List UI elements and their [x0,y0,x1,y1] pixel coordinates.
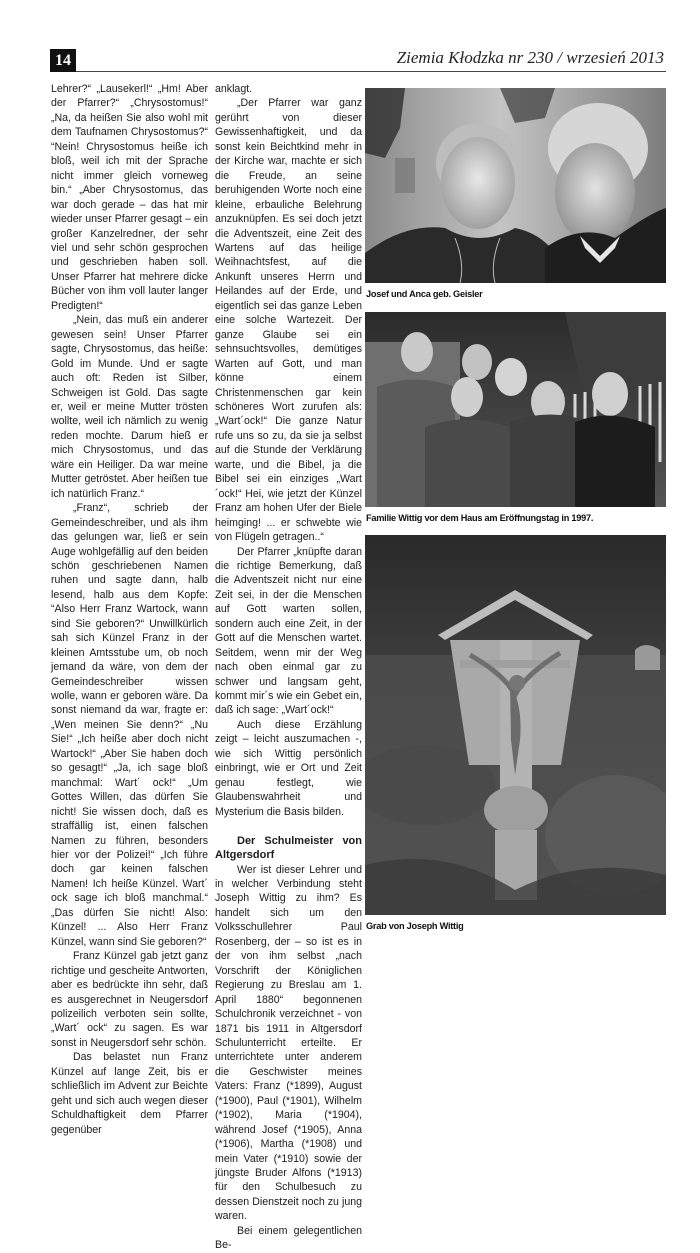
photo-caption: Grab von Joseph Wittig [366,921,464,931]
paragraph: Auch diese Erzählung zeigt – leicht auszumachen -, wie sich Wittig persönlich einbringt, wie er Ort und Zeit genau festlegt, wie Glaubenswahrheit und Mysterium die Basis bilden. [215,718,362,818]
paragraph: Der Pfarrer „knüpfte daran die richtige Bemerkung, daß die Adventszeit nicht nur eine Zeit sei, in der die Menschen auf Gott warten sollen, sondern auch eine Zeit, in der Gott auf die Menschen wartet. Seitdem, wenn mir der Weg nach oben einmal gar zu schwer und langsam geht, kommt mir´s wie ein Gebet ein, daß ich sage: „Wart´ock!“ [215,545,362,717]
grave-photo-image [365,535,666,915]
paragraph: Franz Künzel gab jetzt ganz richtige und gescheite Antworten, aber es bedrückte ihn sehr, daß es ausgerechnet in Neugersdorf polizeilich verboten sein sollte, „Wart´ ock“ zu sagen. Es war sonst in Neugersdorf sehr schön. [51,950,208,1049]
paragraph: „Franz“, schrieb der Gemeindeschreiber, und als ihm das gelungen war, ließ er sein Auge wohlgefällig auf den beiden schön geschriebenen Namen ruhen und sagte dann, halb lesend, halb aus dem Kopfe: “Also Herr Franz Wartock, wann sind Sie geboren?“ Unwillkürlich sah sich Künzel Franz in der kleinen Amtsstube um, ob noch jemand da wäre, von dem der Gemeindeschreiber wissen wolle, wann er geboren wäre. Da sonst niemand da war, fragte er: „Wen meinen Sie denn?“ „Nu Sie!“ „Ich heiße aber doch nicht Wartock!“ „Aber Sie haben doch so gesagt!“ „Ja, ich sage bloß manchmal: Wart´ ock!“ „Um Gottes Willen, das dürfen Sie nicht! Sie wissen doch, daß es straffällig ist, einen falschen Namen zu führen, besonders hier vor der Polizei!“ „Ich führe doch gar keinen falschen Namen! Ich heiße Künzel. Wart´ ock sage ich bloß manchmal.“ „Das dürfen Sie nicht! Also: Künzel! ... Also Herr Franz Künzel, wann sind Sie geboren?“ [51,502,208,948]
section-heading: Der Schulmeister von Altgersdorf [215,834,362,862]
paragraph: Lehrer?“ „Lausekerl!“ „Hm! Aber der Pfarrer?“ „Chrysostomus!“ „Na, da heißen Sie also wohl mit dem Taufnamen Chrysostomus?“ “Nein! Chrysostomus heiße ich bloß, weil ich mit der Sprache nicht immer gleich vorneweg bin.“ „Aber Chrysostomus, das war doch gerade – das hat mir wieder unser Pfarrer gesagt – ein großer Kanzelredner, der sehr viel und sehr schön gesprochen und geschrieben haben soll. Unser Pfarrer hat mehrere dicke Bücher von ihm voll lauter langer Predigten!“ [51,83,208,312]
paragraph: Das belastet nun Franz Künzel auf lange Zeit, bis er schließlich im Advent zur Beichte geht und sich auch wegen dieser Schuldhaftigkeit dem Pfarrer gegenüber [51,1051,208,1136]
family-photo-image [365,312,666,507]
text-column-2 [215,82,362,1253]
text-column-1 [51,82,208,1137]
photo-grave [365,535,666,915]
paragraph: Bei einem gelegentlichen Be- [215,1224,362,1252]
paragraph: „Der Pfarrer war ganz gerührt von dieser Gewissenhaftigkeit, und da sonst kein Beichtkind mehr in der Kirche war, machte er sich die Freude, an seine beruhigenden Worte noch eine kleine, erbauliche Belehrung anzuknüpfen. Es sei doch jetzt die Adventszeit, eine Zeit des Wartens auf das heilige Weihnachtsfest, auf die Ankunft unseres Herrn und Heilandes auf der Erde, und eigentlich sei das ganze Leben eine solche Wartezeit. Der ganze Glaube sei ein sehnsuchtsvolles, demütiges Warten auf Gott, und man könne einem Christenmenschen gar kein schöneres Wort zurufen als: „Wart´ock!“ Die ganze Natur rufe uns so zu, da sie ja selbst auf die Stunde der Verklärung warte, und die Bibel, ja die Bibel sei ein einziges „Wart´ock!“ Hei, wie jetzt der Künzel Franz am hohen Ufer der Biele heimging! ... er schwebte wie von Flügeln getragen..“ [215,97,362,544]
photo-family-group [365,312,666,507]
publication-header: Ziemia Kłodzka nr 230 / wrzesień 2013 [396,48,664,67]
page-number: 14 [50,49,76,72]
photo-couple-portrait [365,88,666,283]
header-rule [76,71,666,72]
paragraph: „Nein, das muß ein anderer gewesen sein! Unser Pfarrer sagte, Chrysostomus, das heiße: Gold im Munde. Und er sagte auch oft: Reden ist Silber, Schweigen ist Gold. Das sagte er, weil er meine Mutter trösten wollte, weil ich nämlich zu wenig reden mochte. Darum hieß er mich Chrysostomus, und das wäre ein Heiliger. Da war meine Mutter getröstet. Aber heißen tue ich natürlich Franz.“ [51,314,208,500]
photo-caption: Familie Wittig vor dem Haus am Eröffnungstag in 1997. [366,513,594,523]
photo-caption: Josef und Anca geb. Geisler [366,289,483,299]
paragraph: anklagt. [215,83,253,95]
couple-photo-image [365,88,666,283]
paragraph: Wer ist dieser Lehrer und in welcher Verbindung steht Joseph Wittig zu ihm? Es handelt sich um den Volksschullehrer Paul Rosenberg, der – so ist es in der von ihm selbst „nach Vorschrift der Königlichen Regierung zu Breslau am 1. April 1880“ begonnenen Schulchronik verzeichnet - von 1871 bis 1911 in Altgersdorf Schulunterricht erteilte. Er unterrichtete unter anderem die Geschwister meines Vaters: Franz (*1899), August (*1900), Paul (*1901), Wilhelm (*1902), Maria (*1904), während Josef (*1905), Anna (*1906), Martha (*1908) und mein Vater (*1910) sowie der jüngste Bruder Alfons (*1913) für den Schulbesuch zu dessen Dienstzeit noch zu jung waren. [215,863,362,1223]
